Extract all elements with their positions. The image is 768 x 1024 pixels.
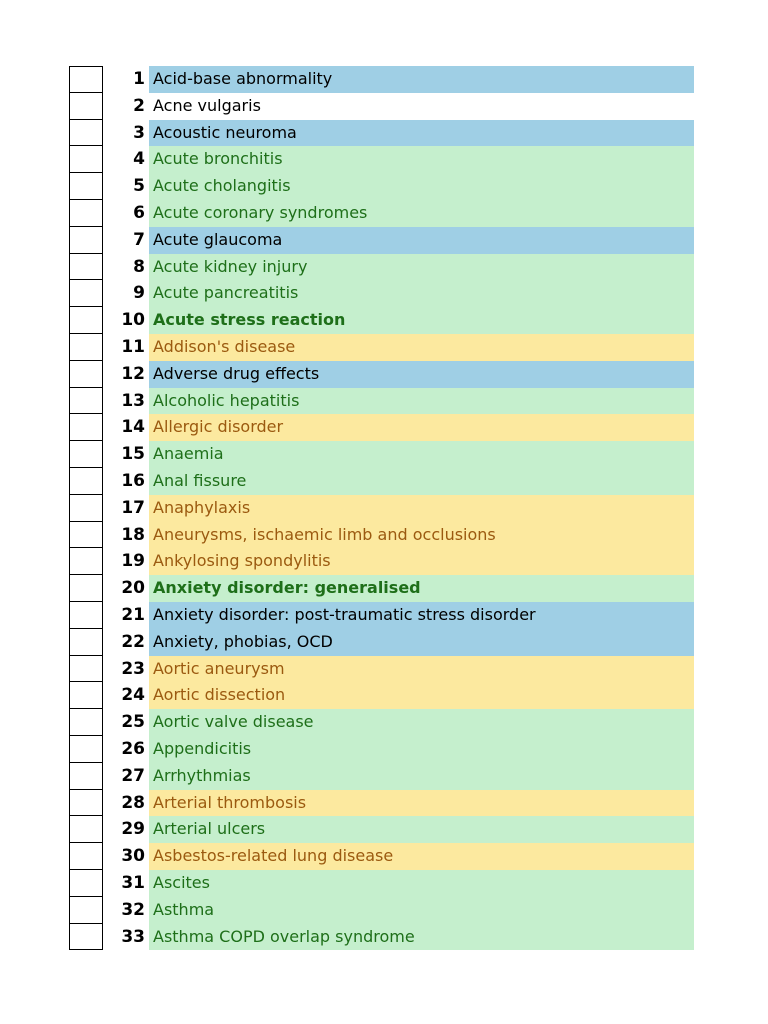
condition-cell <box>149 495 694 522</box>
row-number: 4 <box>133 149 145 170</box>
condition-cell <box>149 548 694 575</box>
condition-name: Anxiety disorder: post-traumatic stress disorder <box>153 604 536 624</box>
condition-name: Anxiety, phobias, OCD <box>153 631 333 651</box>
checkbox[interactable] <box>69 843 103 870</box>
condition-cell <box>149 254 694 281</box>
condition-name: Arterial ulcers <box>153 819 266 839</box>
checkbox[interactable] <box>69 334 103 361</box>
row-number: 13 <box>121 390 145 411</box>
checkbox[interactable] <box>69 66 103 93</box>
condition-checklist <box>69 66 694 950</box>
checkbox[interactable] <box>69 870 103 897</box>
condition-cell <box>149 736 694 763</box>
condition-cell <box>149 173 694 200</box>
row-number: 21 <box>121 604 145 625</box>
condition-row <box>69 388 694 415</box>
checkbox[interactable] <box>69 93 103 120</box>
condition-name: Acne vulgaris <box>153 95 261 115</box>
row-number: 29 <box>121 819 145 840</box>
condition-name: Ascites <box>153 872 210 892</box>
condition-name: Acute coronary syndromes <box>153 202 368 222</box>
condition-cell <box>149 709 694 736</box>
row-number: 1 <box>133 69 145 89</box>
condition-name: Acid-base abnormality <box>153 69 333 88</box>
row-number: 25 <box>121 712 145 733</box>
condition-row <box>69 468 694 495</box>
row-number: 23 <box>121 658 145 679</box>
row-number: 26 <box>121 738 145 759</box>
checkbox[interactable] <box>69 816 103 843</box>
row-number: 24 <box>121 685 145 706</box>
condition-row <box>69 200 694 227</box>
condition-cell <box>149 388 694 415</box>
row-number: 17 <box>121 497 145 518</box>
row-number: 19 <box>121 551 145 572</box>
condition-cell <box>149 790 694 817</box>
checkbox[interactable] <box>69 146 103 173</box>
checkbox[interactable] <box>69 468 103 495</box>
condition-cell <box>149 93 694 120</box>
condition-row <box>69 522 694 549</box>
condition-name: Allergic disorder <box>153 417 284 437</box>
condition-name: Anal fissure <box>153 470 247 490</box>
condition-row <box>69 682 694 709</box>
checkbox[interactable] <box>69 602 103 629</box>
row-number: 20 <box>121 578 145 599</box>
checkbox[interactable] <box>69 575 103 602</box>
row-number: 32 <box>121 899 145 920</box>
condition-row <box>69 709 694 736</box>
checkbox[interactable] <box>69 200 103 227</box>
condition-row <box>69 93 694 120</box>
condition-row <box>69 361 694 388</box>
condition-row <box>69 629 694 656</box>
row-number: 14 <box>121 417 145 438</box>
condition-row <box>69 656 694 683</box>
condition-name: Acute cholangitis <box>153 176 291 196</box>
checkbox[interactable] <box>69 629 103 656</box>
checkbox[interactable] <box>69 522 103 549</box>
row-number: 11 <box>121 336 145 357</box>
condition-name: Ankylosing spondylitis <box>153 551 331 571</box>
row-number: 16 <box>121 470 145 491</box>
condition-row <box>69 414 694 441</box>
row-number: 3 <box>133 122 145 143</box>
condition-name: Aortic valve disease <box>153 712 314 732</box>
row-number: 8 <box>133 256 145 277</box>
row-number: 22 <box>121 631 145 652</box>
condition-name: Aneurysms, ischaemic limb and occlusions <box>153 524 496 544</box>
checkbox[interactable] <box>69 656 103 683</box>
condition-row <box>69 120 694 147</box>
condition-row <box>69 790 694 817</box>
condition-row <box>69 254 694 281</box>
condition-cell <box>149 656 694 683</box>
condition-cell <box>149 897 694 924</box>
checkbox[interactable] <box>69 254 103 281</box>
checkbox[interactable] <box>69 897 103 924</box>
checkbox[interactable] <box>69 709 103 736</box>
condition-name: Acute stress reaction <box>153 310 346 330</box>
checkbox[interactable] <box>69 120 103 147</box>
row-number: 30 <box>121 846 145 867</box>
row-number: 12 <box>121 363 145 384</box>
condition-name: Acute bronchitis <box>153 149 283 169</box>
checkbox[interactable] <box>69 548 103 575</box>
row-number: 7 <box>133 229 145 250</box>
checkbox[interactable] <box>69 441 103 468</box>
condition-name: Anxiety disorder: generalised <box>153 578 421 598</box>
condition-name: Addison's disease <box>153 336 296 356</box>
condition-name: Aortic dissection <box>153 685 286 705</box>
condition-row <box>69 816 694 843</box>
checkbox[interactable] <box>69 682 103 709</box>
row-number: 5 <box>133 176 145 197</box>
condition-name: Asthma COPD overlap syndrome <box>153 926 415 946</box>
condition-name: Arterial thrombosis <box>153 792 307 812</box>
checkbox[interactable] <box>69 414 103 441</box>
checkbox[interactable] <box>69 495 103 522</box>
row-number: 2 <box>133 95 145 116</box>
row-number: 10 <box>121 310 145 331</box>
condition-name: Anaphylaxis <box>153 497 251 517</box>
condition-row <box>69 843 694 870</box>
checkbox[interactable] <box>69 736 103 763</box>
condition-cell <box>149 575 694 602</box>
condition-cell <box>149 843 694 870</box>
condition-name: Acute pancreatitis <box>153 283 299 303</box>
row-number: 31 <box>121 872 145 893</box>
condition-row <box>69 307 694 334</box>
checkbox[interactable] <box>69 227 103 254</box>
condition-cell <box>149 870 694 897</box>
condition-name: Appendicitis <box>153 738 252 758</box>
condition-row <box>69 146 694 173</box>
condition-row <box>69 227 694 254</box>
condition-cell <box>149 682 694 709</box>
condition-name: Alcoholic hepatitis <box>153 390 300 410</box>
condition-cell <box>149 120 694 147</box>
row-number: 33 <box>121 926 145 947</box>
row-number: 18 <box>121 524 145 545</box>
condition-row <box>69 736 694 763</box>
condition-row <box>69 495 694 522</box>
checkbox[interactable] <box>69 307 103 334</box>
condition-name: Arrhythmias <box>153 765 251 785</box>
checkbox[interactable] <box>69 361 103 388</box>
row-number: 9 <box>133 283 145 304</box>
condition-cell <box>149 361 694 388</box>
condition-row <box>69 441 694 468</box>
condition-name: Acute kidney injury <box>153 256 308 276</box>
condition-cell <box>149 522 694 549</box>
checkbox[interactable] <box>69 280 103 307</box>
checkbox[interactable] <box>69 790 103 817</box>
row-number: 15 <box>121 444 145 465</box>
condition-cell <box>149 602 694 629</box>
condition-cell <box>149 227 694 254</box>
condition-cell <box>149 307 694 334</box>
condition-name: Asbestos-related lung disease <box>153 846 394 866</box>
condition-cell <box>149 280 694 307</box>
condition-cell <box>149 468 694 495</box>
condition-name: Acoustic neuroma <box>153 122 297 142</box>
condition-cell <box>149 629 694 656</box>
condition-name: Asthma <box>153 899 215 919</box>
checkbox[interactable] <box>69 173 103 200</box>
checkbox[interactable] <box>69 924 103 951</box>
condition-row <box>69 66 694 93</box>
condition-cell <box>149 200 694 227</box>
condition-row <box>69 897 694 924</box>
condition-cell <box>149 763 694 790</box>
row-number: 6 <box>133 202 145 223</box>
condition-cell <box>149 334 694 361</box>
row-number: 28 <box>121 792 145 813</box>
condition-row <box>69 763 694 790</box>
condition-cell <box>149 441 694 468</box>
condition-row <box>69 602 694 629</box>
checkbox[interactable] <box>69 763 103 790</box>
condition-name: Acute glaucoma <box>153 229 283 249</box>
condition-name: Anaemia <box>153 444 224 464</box>
condition-row <box>69 870 694 897</box>
condition-name: Adverse drug effects <box>153 363 320 383</box>
condition-row <box>69 575 694 602</box>
condition-row <box>69 548 694 575</box>
checkbox[interactable] <box>69 388 103 415</box>
condition-cell <box>149 924 694 951</box>
condition-cell <box>149 146 694 173</box>
condition-row <box>69 280 694 307</box>
condition-name: Aortic aneurysm <box>153 658 285 678</box>
condition-cell <box>149 816 694 843</box>
condition-row <box>69 334 694 361</box>
condition-cell <box>149 66 694 93</box>
row-number: 27 <box>121 765 145 786</box>
condition-row <box>69 173 694 200</box>
condition-row <box>69 924 694 951</box>
condition-cell <box>149 414 694 441</box>
